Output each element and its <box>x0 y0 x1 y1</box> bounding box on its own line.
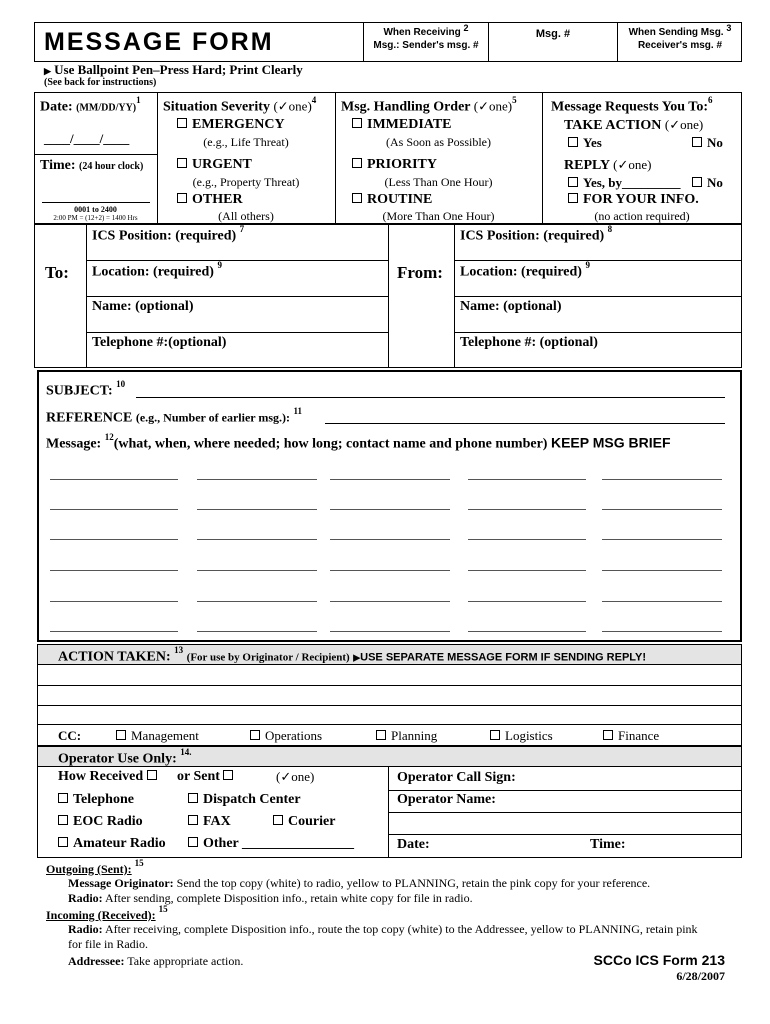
received-dispatch[interactable]: Dispatch Center <box>188 792 301 808</box>
checkbox-icon <box>376 730 386 740</box>
received-amateur-radio[interactable]: Amateur Radio <box>58 836 166 852</box>
checkbox-icon <box>568 193 578 203</box>
reply-yes-by[interactable]: Yes, by_________ <box>568 175 681 191</box>
checkbox-icon <box>568 177 578 187</box>
checkbox-icon <box>177 158 187 168</box>
time-field[interactable] <box>42 202 150 203</box>
reply-label: REPLY (✓one) <box>564 157 652 173</box>
action-taken-label: ACTION TAKEN: $^{13}$ (For use by Originator / Recipient) ▶USE SEPARATE MESSAGE FORM IF SENDING REPLY! <box>58 645 646 665</box>
checkbox-icon <box>223 770 233 780</box>
handling-routine[interactable]: ROUTINE <box>352 192 432 208</box>
to-location[interactable]: Location: (required) $^9$ <box>92 260 222 280</box>
time-range: 0001 to 2400 <box>74 205 117 214</box>
date-label: Date: $(MM/DD/YY)^1$ <box>40 95 141 115</box>
severity-emergency-note: (e.g., Life Threat) <box>203 135 289 149</box>
checkbox-icon <box>116 730 126 740</box>
checkbox-icon <box>250 730 260 740</box>
to-name[interactable]: Name: (optional) <box>92 299 194 314</box>
msg-number-label: Msg. # <box>535 28 571 40</box>
action-line-2[interactable] <box>38 686 741 704</box>
handling-priority-note: (Less Than One Hour) <box>384 175 493 189</box>
handling-priority[interactable]: PRIORITY <box>352 157 437 173</box>
received-courier[interactable]: Courier <box>273 814 335 830</box>
to-ics-position[interactable]: ICS Position: (required) $^7$ <box>92 224 245 244</box>
sending-label: When Sending Msg. 3 Receiver's msg. # <box>628 23 732 51</box>
for-your-info[interactable]: FOR YOUR INFO. <box>568 192 699 208</box>
handling-routine-note: (More Than One Hour) <box>382 209 495 223</box>
subject-field[interactable] <box>136 397 725 398</box>
severity-label: Situation Severity (✓one)$^4$ <box>163 95 317 115</box>
radio-in-instruction-cont: for file in Radio. <box>68 937 148 951</box>
take-action-yes[interactable]: Yes <box>568 135 602 151</box>
subject-label: SUBJECT: $^{10}$ <box>46 379 126 399</box>
from-name[interactable]: Name: (optional) <box>460 299 562 314</box>
take-action-label: TAKE ACTION (✓one) <box>564 117 704 133</box>
outgoing-heading: Outgoing (Sent): $^{15}$ <box>46 858 144 876</box>
operator-call-sign[interactable]: Operator Call Sign: <box>397 770 516 785</box>
checkbox-icon <box>603 730 613 740</box>
from-location[interactable]: Location: (required) $^9$ <box>460 260 590 280</box>
checkbox-icon <box>692 177 702 187</box>
from-label: From: <box>397 263 443 282</box>
to-telephone[interactable]: Telephone #:(optional) <box>92 335 227 350</box>
checkbox-icon <box>568 137 578 147</box>
checkbox-icon <box>58 793 68 803</box>
time-label: Time: (24 hour clock) <box>40 158 144 173</box>
checkbox-icon <box>188 815 198 825</box>
checkbox-icon <box>188 837 198 847</box>
checkbox-icon <box>352 158 362 168</box>
or-sent[interactable]: or Sent <box>177 769 238 785</box>
originator-instruction: Message Originator: Send the top copy (white) to radio, yellow to PLANNING, retain the pink copy for your reference. <box>68 876 651 890</box>
from-ics-position[interactable]: ICS Position: (required) $^8$ <box>460 224 613 244</box>
severity-urgent[interactable]: URGENT <box>177 157 252 173</box>
cc-logistics[interactable]: Logistics <box>490 728 553 744</box>
checkbox-icon <box>147 770 157 780</box>
cc-management[interactable]: Management <box>116 728 199 744</box>
radio-out-instruction: Radio: After sending, complete Disposition info., retain white copy for file in radio. <box>68 891 473 905</box>
reply-no[interactable]: No <box>692 175 723 191</box>
handling-immediate-note: (As Soon as Possible) <box>385 135 491 149</box>
handling-immediate[interactable]: IMMEDIATE <box>352 117 452 133</box>
checkbox-icon <box>490 730 500 740</box>
no-action-note: (no action required) <box>594 209 690 223</box>
checkbox-icon <box>58 815 68 825</box>
operator-use-label: Operator Use Only: $^{14.}$ <box>58 747 192 767</box>
checkbox-icon <box>188 793 198 803</box>
checkbox-icon <box>177 118 187 128</box>
radio-in-instruction: Radio: After receiving, complete Disposition info., route the top copy (white) to the Addressee, yellow to PLANNING, retain pink <box>68 922 698 936</box>
checkbox-icon <box>692 137 702 147</box>
received-other[interactable]: Other ________________ <box>188 836 354 852</box>
severity-other-note: (All others) <box>218 209 274 223</box>
incoming-heading: Incoming (Received): $^{15}$ <box>46 904 168 922</box>
operator-date[interactable]: Date: <box>397 837 430 852</box>
form-id: SCCo ICS Form 213 <box>593 952 725 968</box>
date-blank[interactable]: ____/____/____ <box>44 131 130 146</box>
handling-label: Msg. Handling Order (✓one)$^5$ <box>341 95 517 115</box>
requests-label: Message Requests You To:$^6$ <box>551 95 713 115</box>
received-eoc-radio[interactable]: EOC Radio <box>58 814 143 830</box>
form-date: 6/28/2007 <box>676 969 725 983</box>
severity-other[interactable]: OTHER <box>177 192 243 208</box>
checkbox-icon <box>273 815 283 825</box>
checkbox-icon <box>352 118 362 128</box>
receiving-label: When Receiving 2 Msg.: Sender's msg. # <box>373 23 479 51</box>
how-check-one: (✓one) <box>276 769 315 784</box>
to-label: To: <box>45 263 69 282</box>
page-title: MESSAGE FORM <box>44 28 274 56</box>
severity-urgent-note: (e.g., Property Threat) <box>192 175 300 189</box>
checkbox-icon <box>177 193 187 203</box>
cc-finance[interactable]: Finance <box>603 728 659 744</box>
action-line-1[interactable] <box>38 665 741 684</box>
message-label: Message: $^{12}$(what, when, where needed; how long; contact name and phone number) KEEP MSG BRIEF <box>46 432 671 452</box>
checkbox-icon <box>352 193 362 203</box>
pen-instruction: ▶ Use Ballpoint Pen–Press Hard; Print Clearly <box>44 62 303 77</box>
cc-operations[interactable]: Operations <box>250 728 322 744</box>
operator-time[interactable]: Time: <box>590 837 626 852</box>
severity-emergency[interactable]: EMERGENCY <box>177 117 285 133</box>
operator-name[interactable]: Operator Name: <box>397 792 496 807</box>
take-action-no[interactable]: No <box>692 135 723 151</box>
addressee-instruction: Addressee: Take appropriate action. <box>68 954 244 968</box>
reference-field[interactable] <box>325 423 725 424</box>
from-telephone[interactable]: Telephone #: (optional) <box>460 335 598 350</box>
reference-label: REFERENCE (e.g., Number of earlier msg.): $^{11}$ <box>46 406 303 426</box>
received-fax[interactable]: FAX <box>188 814 231 830</box>
cc-label: CC: <box>58 728 82 743</box>
checkbox-icon <box>58 837 68 847</box>
received-telephone[interactable]: Telephone <box>58 792 134 808</box>
cc-planning[interactable]: Planning <box>376 728 437 744</box>
how-received[interactable]: How Received <box>58 769 162 785</box>
time-example: 2:00 PM = (12+2) = 1400 Hrs <box>53 214 138 222</box>
see-back-note: (See back for instructions) <box>44 77 157 88</box>
